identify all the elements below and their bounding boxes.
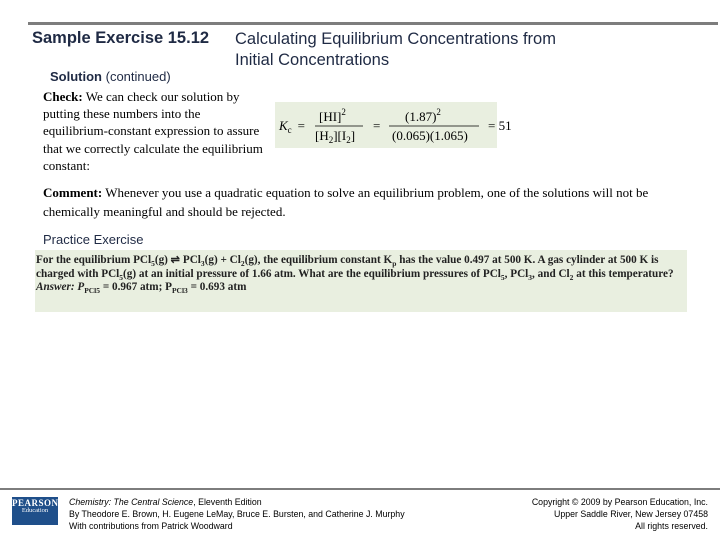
practice-subscript: 2 [240,259,245,269]
eq-k-symbol: K [279,118,288,133]
comment-text: Whenever you use a quadratic equation to solve an equilibrium problem, one of the solutions will not be chemically meaningful and should be rejected. [43,185,649,219]
practice-subscript: p [392,259,397,269]
practice-text-part: , and Cl [532,267,570,280]
copyright-line-1: Copyright © 2009 by Pearson Education, Inc. [531,497,708,507]
practice-text-part: has the value 0.497 at 500 K. A gas cylinder at 500 K is charged with PCl [36,254,659,280]
answer-part: = 0.967 atm; P [100,281,172,293]
svg-text:[H2][I2] [315,128,355,145]
book-title-line [69,496,405,508]
answer-part: P [74,281,85,293]
title-line-2: Initial Concentrations [235,51,390,69]
copyright-block [532,496,708,533]
continued-text: (continued) [102,69,171,84]
eq-k-subscript: c [287,125,292,135]
eq-equals-4: = [488,118,499,133]
check-text: We can check our solution by putting these numbers into the equilibrium-constant expression to assure that we correctly calculate the equilibrium constant: [43,89,263,173]
practice-subscript: 5 [500,272,505,282]
practice-text-part: (g) at an initial pressure of 1.66 atm. What are the equilibrium pressures of PCl [123,267,501,280]
eq-denominator-part: ][I [333,128,347,143]
eq-result-group [488,118,512,134]
copyright-line-3: All rights reserved. [635,521,708,532]
comment-label: Comment: [43,185,103,200]
practice-text-part: , PCl [504,267,529,280]
book-credit [69,496,405,533]
book-authors: By Theodore E. Brown, H. Eugene LeMay, Bruce E. Bursten, and Catherine J. Murphy [69,509,405,520]
eq-denominator-value: (0.065)(1.065) [392,128,468,143]
eq-numerator-value: (1.87) [405,109,437,124]
answer-subscript: PCl5 [84,286,101,296]
eq-denominator-sub: 2 [328,135,334,145]
eq-denominator-part: ] [350,128,356,143]
practice-text-part: (g), the equilibrium constant K [244,254,393,266]
exercise-label: Sample Exercise 15.12 [32,29,210,47]
answer-part: = 0.693 atm [187,281,247,293]
svg-text:(1.87)2 [405,107,441,124]
comment-paragraph [43,184,693,221]
eq-denominator-sub: 2 [346,135,351,145]
header-rule [28,22,718,25]
equilibrium-equation [275,102,497,148]
solution-label: Solution [50,69,102,84]
practice-subscript: 3 [200,259,205,269]
book-contributions: With contributions from Patrick Woodward [69,521,233,532]
practice-subscript: 5 [119,272,124,282]
practice-exercise-label: Practice Exercise [43,232,144,247]
eq-equals-2: = [373,118,381,133]
logo-bottom-text: Education [21,507,49,514]
book-title: Chemistry: The Central Science [69,497,194,507]
eq-numerator-exp: 2 [341,107,346,117]
pearson-logo [12,497,58,525]
title-line-1: Calculating Equilibrium Concentrations from [235,30,556,48]
check-label: Check: [43,89,83,104]
svg-text:[HI]2 [319,107,346,124]
practice-subscript: 3 [528,272,533,282]
svg-text:Kc= [278,118,305,135]
check-paragraph [43,88,265,174]
practice-subscript: 5 [151,259,155,269]
practice-text-part: (g) + Cl [204,254,241,266]
eq-numerator: [HI] [319,109,342,124]
eq-numerator-value-exp: 2 [436,107,441,117]
logo-top-text: PEARSON [12,498,59,508]
solution-subhead [50,69,171,84]
practice-text-part: at this temperature? [573,267,674,280]
answer-subscript: PCl3 [171,286,188,296]
book-edition: , Eleventh Edition [193,497,262,507]
eq-equals-1: = [297,118,306,133]
practice-subscript: 2 [569,272,574,282]
eq-denominator-part: [H [315,128,329,143]
answer-label: Answer: [36,281,75,293]
exercise-title [235,29,556,71]
copyright-line-2: Upper Saddle River, New Jersey 07458 [553,509,708,520]
practice-text-part: (g) ⇌ PCl [154,254,201,266]
practice-text-part: For the equilibrium PCl [36,254,152,266]
footer-rule [0,488,720,490]
practice-exercise-text [36,254,686,295]
eq-result: 51 [498,118,512,133]
